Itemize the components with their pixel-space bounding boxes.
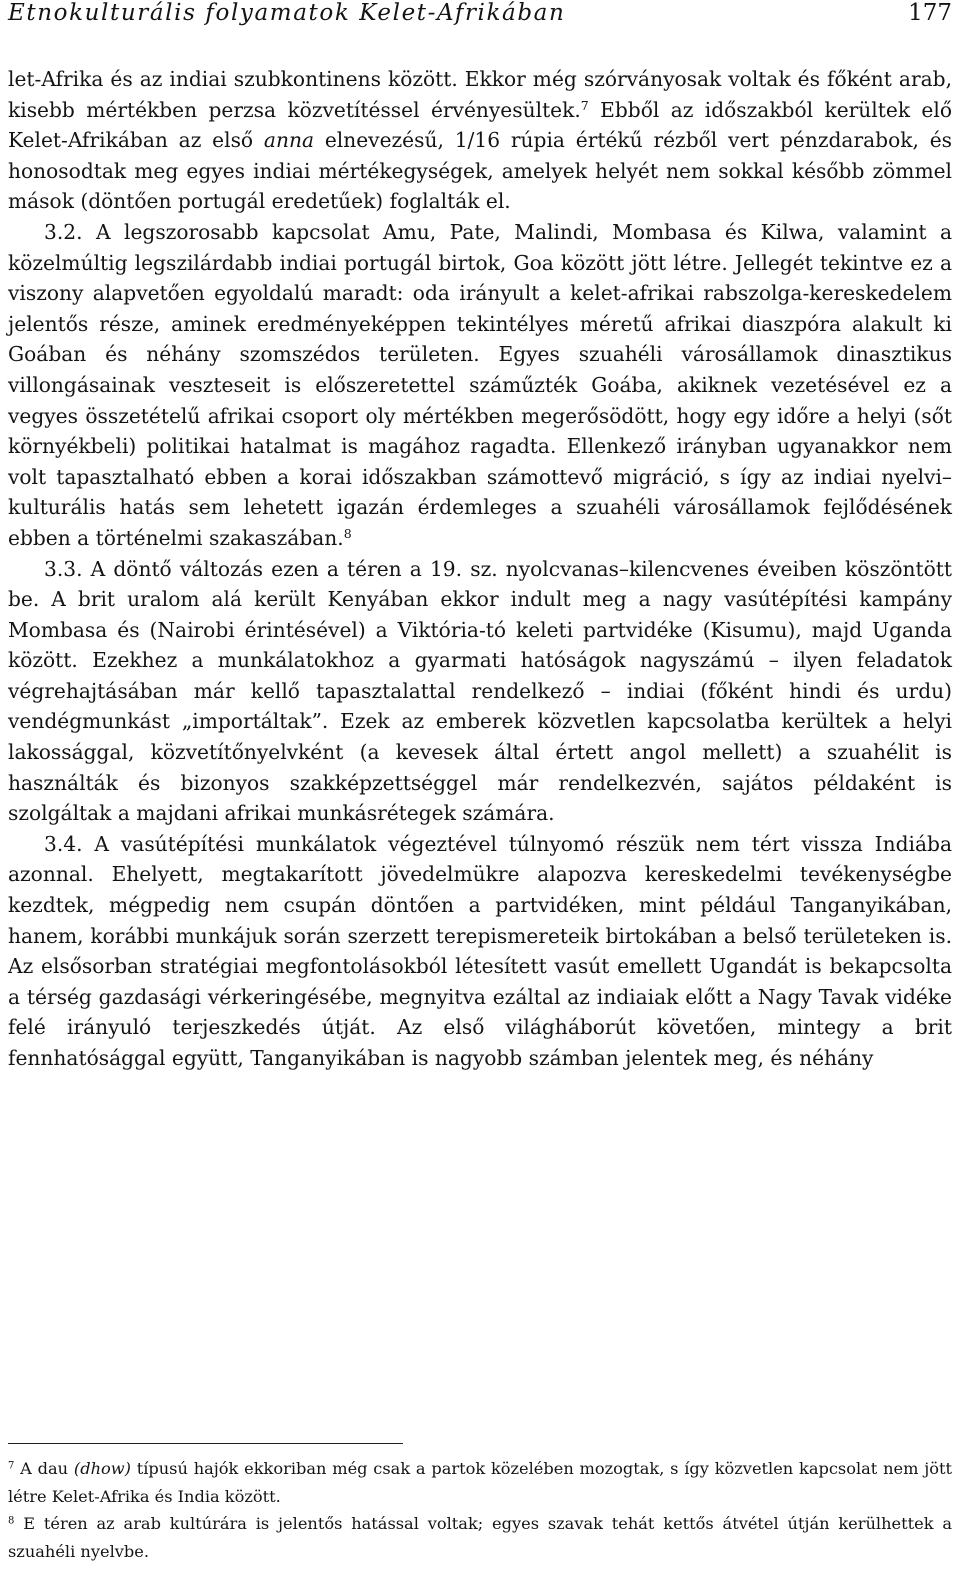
italic-term: (dhow) [73,1459,131,1478]
paragraph [8,554,952,829]
footnote [8,1510,952,1565]
text-run: típusú hajók ekkoriban még csak a partok közelében mozogtak, s így közvetlen kapcsolat nem jött létre Kelet-Afrika és India között. [8,1459,952,1506]
text-run: Ebből az időszakból kerültek elő Kelet-Afrikában az első [8,97,952,153]
paragraph [8,829,952,1074]
text-run: 3.3. A döntő változás ezen a téren a 19. sz. nyolcvanas–kilencvenes éveiben köszöntött be. A brit uralom alá került Kenyában ekkor indult meg a nagy vasútépítési kampány Mombasa és (Nairobi érintésével) a Viktória-tó keleti partvidéke (Kisumu), majd Uganda között. Ezekhez a munkálatokhoz a gyarmati hatóságok nagyszámú – ilyen feladatok végrehajtásában már kellő tapasztalattal rendelkező – indiai (főként hindi és urdu) vendégmunkást „importáltak”. Ezek az emberek közvetlen kapcsolatba kerültek a helyi lakossággal, közvetítőnyelvként (a kevesek által értett angol mellett) a szuahélit is használták és bizonyos szakképzettséggel már rendelkezvén, sajátos példaként is szolgáltak a majdani afrikai munkásrétegek számára. [8,556,952,826]
footnote-divider [8,1443,403,1444]
footnote-marker: 8 [8,1515,15,1527]
page-number: 177 [908,0,952,26]
italic-term: anna [263,128,314,153]
paragraph [8,64,952,217]
running-title: Etnokulturális folyamatok Kelet-Afrikában [8,0,566,26]
paragraph [8,217,952,554]
footnote-marker: 8 [343,526,352,542]
text-run: let-Afrika és az indiai szubkontinens között. Ekkor még szórványosak voltak és főként arab, kisebb mértékben perzsa közvetítéssel érvényesültek. [8,67,952,122]
main-text [8,64,952,1074]
text-run: elnevezésű, 1/16 rúpia értékű rézből vert pénzdarabok, és honosodtak meg egyes indiai mértékegységek, amelyek helyét nem sokkal később zömmel mások (döntően portugál eredetűek) foglalták el. [8,128,952,214]
footnote-marker: 7 [580,97,589,113]
footnote [8,1455,952,1510]
text-run: E téren az arab kultúrára is jelentős hatással voltak; egyes szavak tehát kettős átvétel útján kerülhettek a szuahéli nyelvbe. [8,1514,952,1561]
footnotes [8,1455,952,1565]
text-run: 3.4. A vasútépítési munkálatok végeztével túlnyomó részük nem tért vissza Indiába azonnal. Ehelyett, megtakarított jövedelmükre alapozva kereskedelmi tevékenységbe kezdtek, mégpedig nem csupán döntően a partvidéken, mint például Tanganyikában, hanem, korábbi munkájuk során szerzett terepismereteik birtokában a belső területeken is. Az elsősorban stratégiai megfontolásokból létesített vasút emellett Ugandát is bekapcsolta a térség gazdasági vérkeringésébe, megnyitva ezáltal az indiaiak előtt a Nagy Tavak vidéke felé irányuló terjeszkedés útját. Az első világháborút követően, mintegy a brit fennhatósággal együtt, Tanganyikában is nagyobb számban jelentek meg, és néhány [8,831,952,1070]
text-run: 3.2. A legszorosabb kapcsolat Amu, Pate, Malindi, Mombasa és Kilwa, valamint a közelmúltig legszilárdabb indiai portugál birtok, Goa között jött létre. Jellegét tekintve ez a viszony alapvetően egyoldalú maradt: oda irányult a kelet-afrikai rabszolga-kereskedelem jelentős része, aminek eredményeképpen tekintélyes méretű afrikai diaszpóra alakult ki Goában és néhány szomszédos területen. Egyes szuahéli városállamok dinasztikus villongásainak veszteseit is előszeretettel száműzték Goába, akiknek vezetésével ez a vegyes összetételű afrikai csoport oly mértékben megerősödött, hogy egy időre a helyi (sőt környékbeli) politikai hatalmat is magához ragadta. Ellenkező irányban ugyanakkor nem volt tapasztalható ebben a korai időszakban számottevő migráció, s így az indiai nyelvi–kulturális hatás sem lehetett igazán érdemleges a szuahéli városállamok fejlődésének ebben a történelmi szakaszában. [8,219,952,550]
footnote-marker: 7 [8,1460,15,1472]
running-header [8,0,952,30]
text-run: A dau [14,1459,74,1478]
